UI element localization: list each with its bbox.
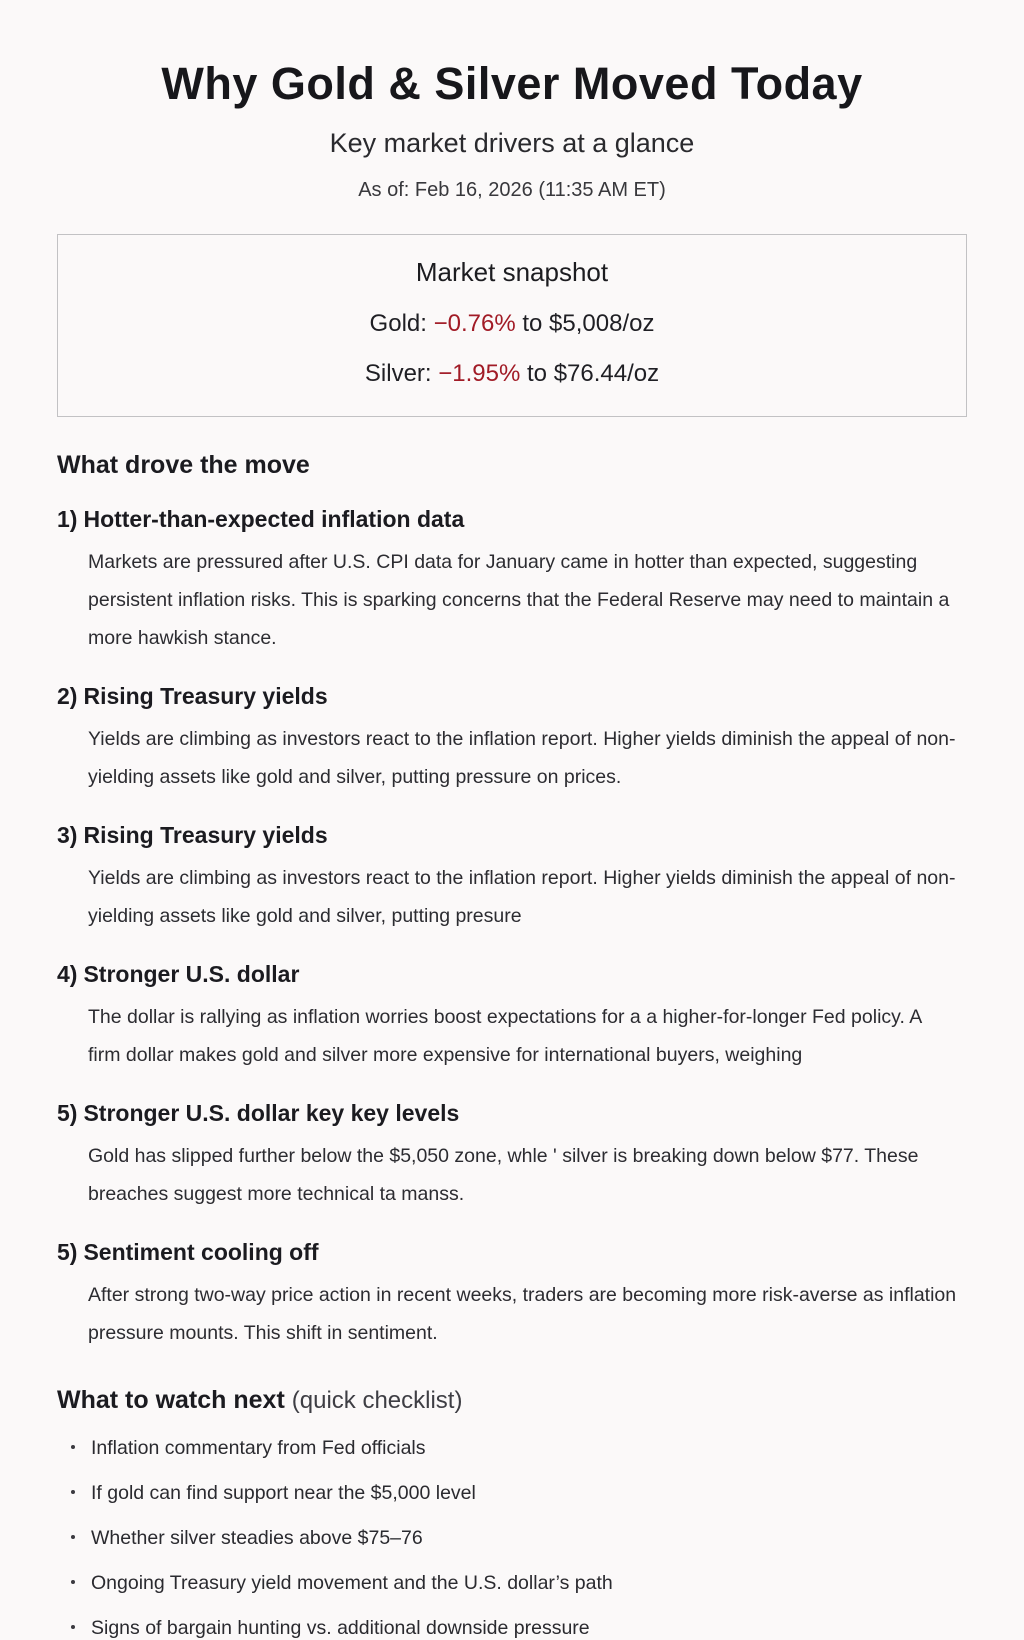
driver-number: 3) [57, 822, 78, 848]
driver-item-2 [57, 683, 967, 796]
driver-body: Gold has slipped further below the $5,050 zone, whle ' silver is breaking down below $77. These breaches suggest more technical ta manss. [88, 1145, 919, 1205]
driver-item-6 [57, 1239, 967, 1352]
driver-number: 5) [57, 1100, 78, 1126]
driver-body: Markets are pressured after U.S. CPI data for January came in hotter than expected, suggesting persistent inflation risks. This is sparking concerns that the Federal Reserve may need to maintain a more hawkish stance. [88, 551, 950, 649]
driver-title [57, 683, 967, 710]
bullet-dot-icon [71, 1625, 75, 1629]
checklist-item-text: If gold can find support near the $5,000 level [91, 1482, 476, 1504]
checklist-item-text: Inflation commentary from Fed officials [91, 1437, 426, 1459]
page-title: Why Gold & Silver Moved Today [161, 58, 863, 109]
bullet-dot-icon [71, 1445, 75, 1449]
driver-body: Yields are climbing as investors react to the inflation report. Higher yields diminish the appeal of non-yielding assets like gold and silver, putting pressure on prices. [88, 728, 956, 788]
driver-title [57, 822, 967, 849]
driver-title [57, 1100, 967, 1127]
bullet-dot-icon [71, 1535, 75, 1539]
driver-title-text: Rising Treasury yields [83, 683, 328, 709]
snapshot-title: Market snapshot [415, 257, 609, 287]
checklist-item-text: Signs of bargain hunting vs. additional downside pressure [91, 1617, 590, 1639]
gold-price-row [68, 310, 956, 338]
list-item [57, 1617, 967, 1640]
driver-title-text: Rising Treasury yields [83, 822, 328, 848]
driver-item-5 [57, 1100, 967, 1213]
driver-title-text: Stronger U.S. dollar key key levels [83, 1100, 460, 1126]
driver-title [57, 506, 967, 533]
gold-joiner: to [522, 310, 543, 337]
driver-title [57, 1239, 967, 1266]
driver-item-3 [57, 822, 967, 935]
driver-title-text: Sentiment cooling off [83, 1239, 319, 1265]
gold-change: −0.76% [433, 310, 516, 337]
list-item [57, 1572, 967, 1595]
page-subtitle: Key market drivers at a glance [329, 128, 695, 158]
driver-body: After strong two-way price action in recent weeks, traders are becoming more risk-averse as inflation pressure mounts. This shift in sentiment. [88, 1284, 957, 1344]
silver-change: −1.95% [438, 360, 521, 387]
driver-title-text: Hotter-than-expected inflation data [83, 506, 465, 532]
bullet-dot-icon [71, 1580, 75, 1584]
driver-body: The dollar is rallying as inflation worries boost expectations for a a higher-for-longer Fed policy. A firm dollar makes gold and silver more expensive for international buyers, weighing [88, 1006, 922, 1066]
driver-title-text: Stronger U.S. dollar [83, 961, 300, 987]
driver-item-4 [57, 961, 967, 1074]
list-item [57, 1437, 967, 1460]
list-item [57, 1482, 967, 1505]
watch-heading-suffix: (quick checklist) [291, 1387, 463, 1414]
watch-checklist [57, 1437, 967, 1640]
driver-body: Yields are climbing as investors react to the inflation report. Higher yields diminish the appeal of non-yielding assets like gold and silver, putting presure [88, 867, 956, 927]
silver-price-row [68, 360, 956, 388]
silver-label: Silver: [364, 360, 432, 387]
driver-number: 5) [57, 1239, 78, 1265]
driver-item-1 [57, 506, 967, 657]
silver-joiner: to [527, 360, 548, 387]
list-item [57, 1527, 967, 1550]
checklist-item-text: Ongoing Treasury yield movement and the U.S. dollar’s path [91, 1572, 613, 1594]
driver-number: 2) [57, 683, 78, 709]
watch-section-heading [57, 1386, 967, 1415]
market-snapshot-box [57, 234, 967, 417]
gold-price: $5,008/oz [549, 310, 655, 337]
bullet-dot-icon [71, 1490, 75, 1494]
gold-label: Gold: [369, 310, 427, 337]
as-of-timestamp: As of: Feb 16, 2026 (11:35 AM ET) [358, 179, 666, 201]
driver-number: 4) [57, 961, 78, 987]
watch-heading-main: What to watch next [57, 1386, 285, 1414]
silver-price: $76.44/oz [553, 360, 660, 387]
driver-title [57, 961, 967, 988]
checklist-item-text: Whether silver steadies above $75–76 [91, 1527, 423, 1549]
driver-number: 1) [57, 506, 78, 532]
drivers-section-heading: What drove the move [57, 451, 310, 479]
